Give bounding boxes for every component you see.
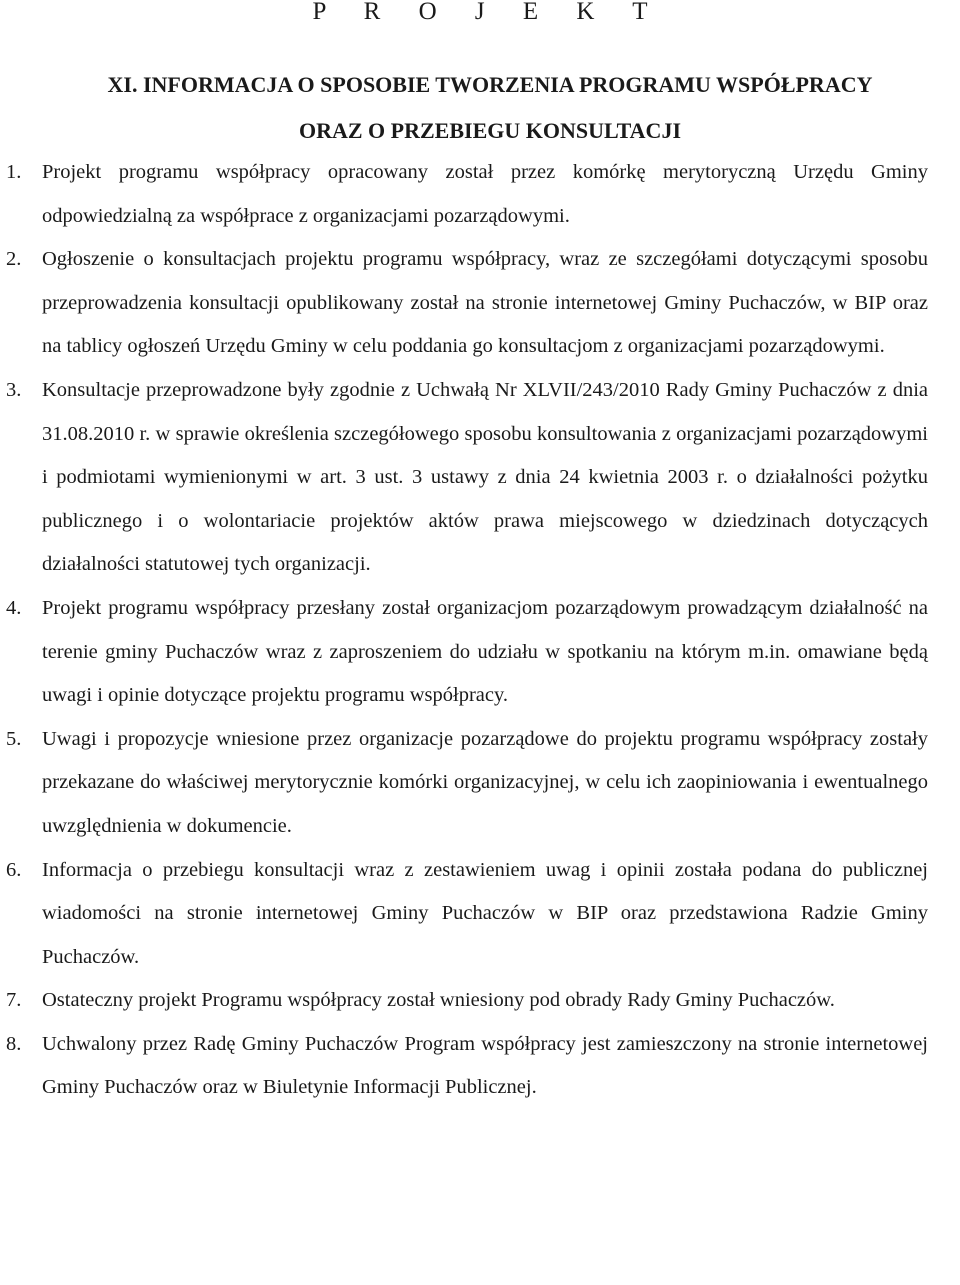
list-item-text: Konsultacje przeprowadzone były zgodnie z Uchwałą Nr XLVII/243/2010 Rady Gminy Puchaczów z dnia 31.08.2010 r. w sprawie określenia szczegółowego sposobu konsultowania z organizacjami pozarządowymi i podmiotami wymienionymi w art. 3 ust. 3 ustawy z dnia 24 kwietnia 2003 r. o działalności pożytku publicznego i o wolontariacie projektów aktów prawa miejscowego w dziedzinach dotyczących działalności statutowej tych organizacji. — [42, 378, 928, 576]
list-item-number: 6. — [6, 858, 22, 881]
list-item — [0, 587, 960, 718]
list-item-text: Informacja o przebiegu konsultacji wraz z zestawieniem uwag i opinii została podana do publicznej wiadomości na stronie internetowej Gminy Puchaczów w BIP oraz przedstawiona Radzie Gminy Puchaczów. — [42, 858, 928, 968]
draft-stamp: P R O J E K T — [312, 0, 664, 25]
list-item-number: 2. — [6, 248, 22, 271]
list-item-text: Uwagi i propozycje wniesione przez organizacje pozarządowe do projektu programu współpracy zostały przekazane do właściwej merytorycznie komórki organizacyjnej, w celu ich zaopiniowania i ewentualnego uwzględnienia w dokumencie. — [42, 727, 928, 837]
list-item — [0, 979, 960, 1023]
section-heading-line-1: XI. INFORMACJA O SPOSOBIE TWORZENIA PROGRAMU WSPÓŁPRACY — [107, 72, 873, 97]
list-item-text: Projekt programu współpracy opracowany został przez komórkę merytoryczną Urzędu Gminy odpowiedzialną za współprace z organizacjami pozarządowymi. — [42, 161, 928, 227]
list-item-number: 8. — [6, 1032, 22, 1055]
list-item — [0, 369, 960, 587]
list-item — [0, 718, 960, 849]
list-item — [0, 849, 960, 980]
section-heading-line-2: ORAZ O PRZEBIEGU KONSULTACJI — [298, 118, 682, 143]
list-item-text: Uchwalony przez Radę Gminy Puchaczów Program współpracy jest zamieszczony na stronie internetowej Gminy Puchaczów oraz w Biuletynie Informacji Publicznej. — [42, 1032, 928, 1099]
list-item-number: 7. — [6, 989, 22, 1012]
list-item-number: 5. — [6, 727, 22, 750]
list-item — [0, 1023, 960, 1110]
list-item-number: 3. — [6, 378, 22, 401]
list-item-text: Ostateczny projekt Programu współpracy został wniesiony pod obrady Rady Gminy Puchaczów. — [42, 989, 835, 1012]
list-item-number: 1. — [6, 161, 22, 183]
list-item-number: 4. — [6, 596, 22, 619]
list-item-text: Projekt programu współpracy przesłany został organizacjom pozarządowym prowadzącym działalność na terenie gminy Puchaczów wraz z zaproszeniem do udziału w spotkaniu na którym m.in. omawiane będą uwagi i opinie dotyczące projektu programu współpracy. — [42, 596, 928, 707]
list-item — [0, 238, 960, 369]
list-item — [0, 151, 960, 238]
list-item-text: Ogłoszenie o konsultacjach projektu programu współpracy, wraz ze szczegółami dotyczącymi sposobu przeprowadzenia konsultacji opublikowany został na stronie internetowej Gminy Puchaczów, w BIP oraz na tablicy ogłoszeń Urzędu Gminy w celu poddania go konsultacjom z organizacjami pozarządowymi. — [42, 248, 928, 358]
consultation-steps-list — [0, 151, 960, 1110]
